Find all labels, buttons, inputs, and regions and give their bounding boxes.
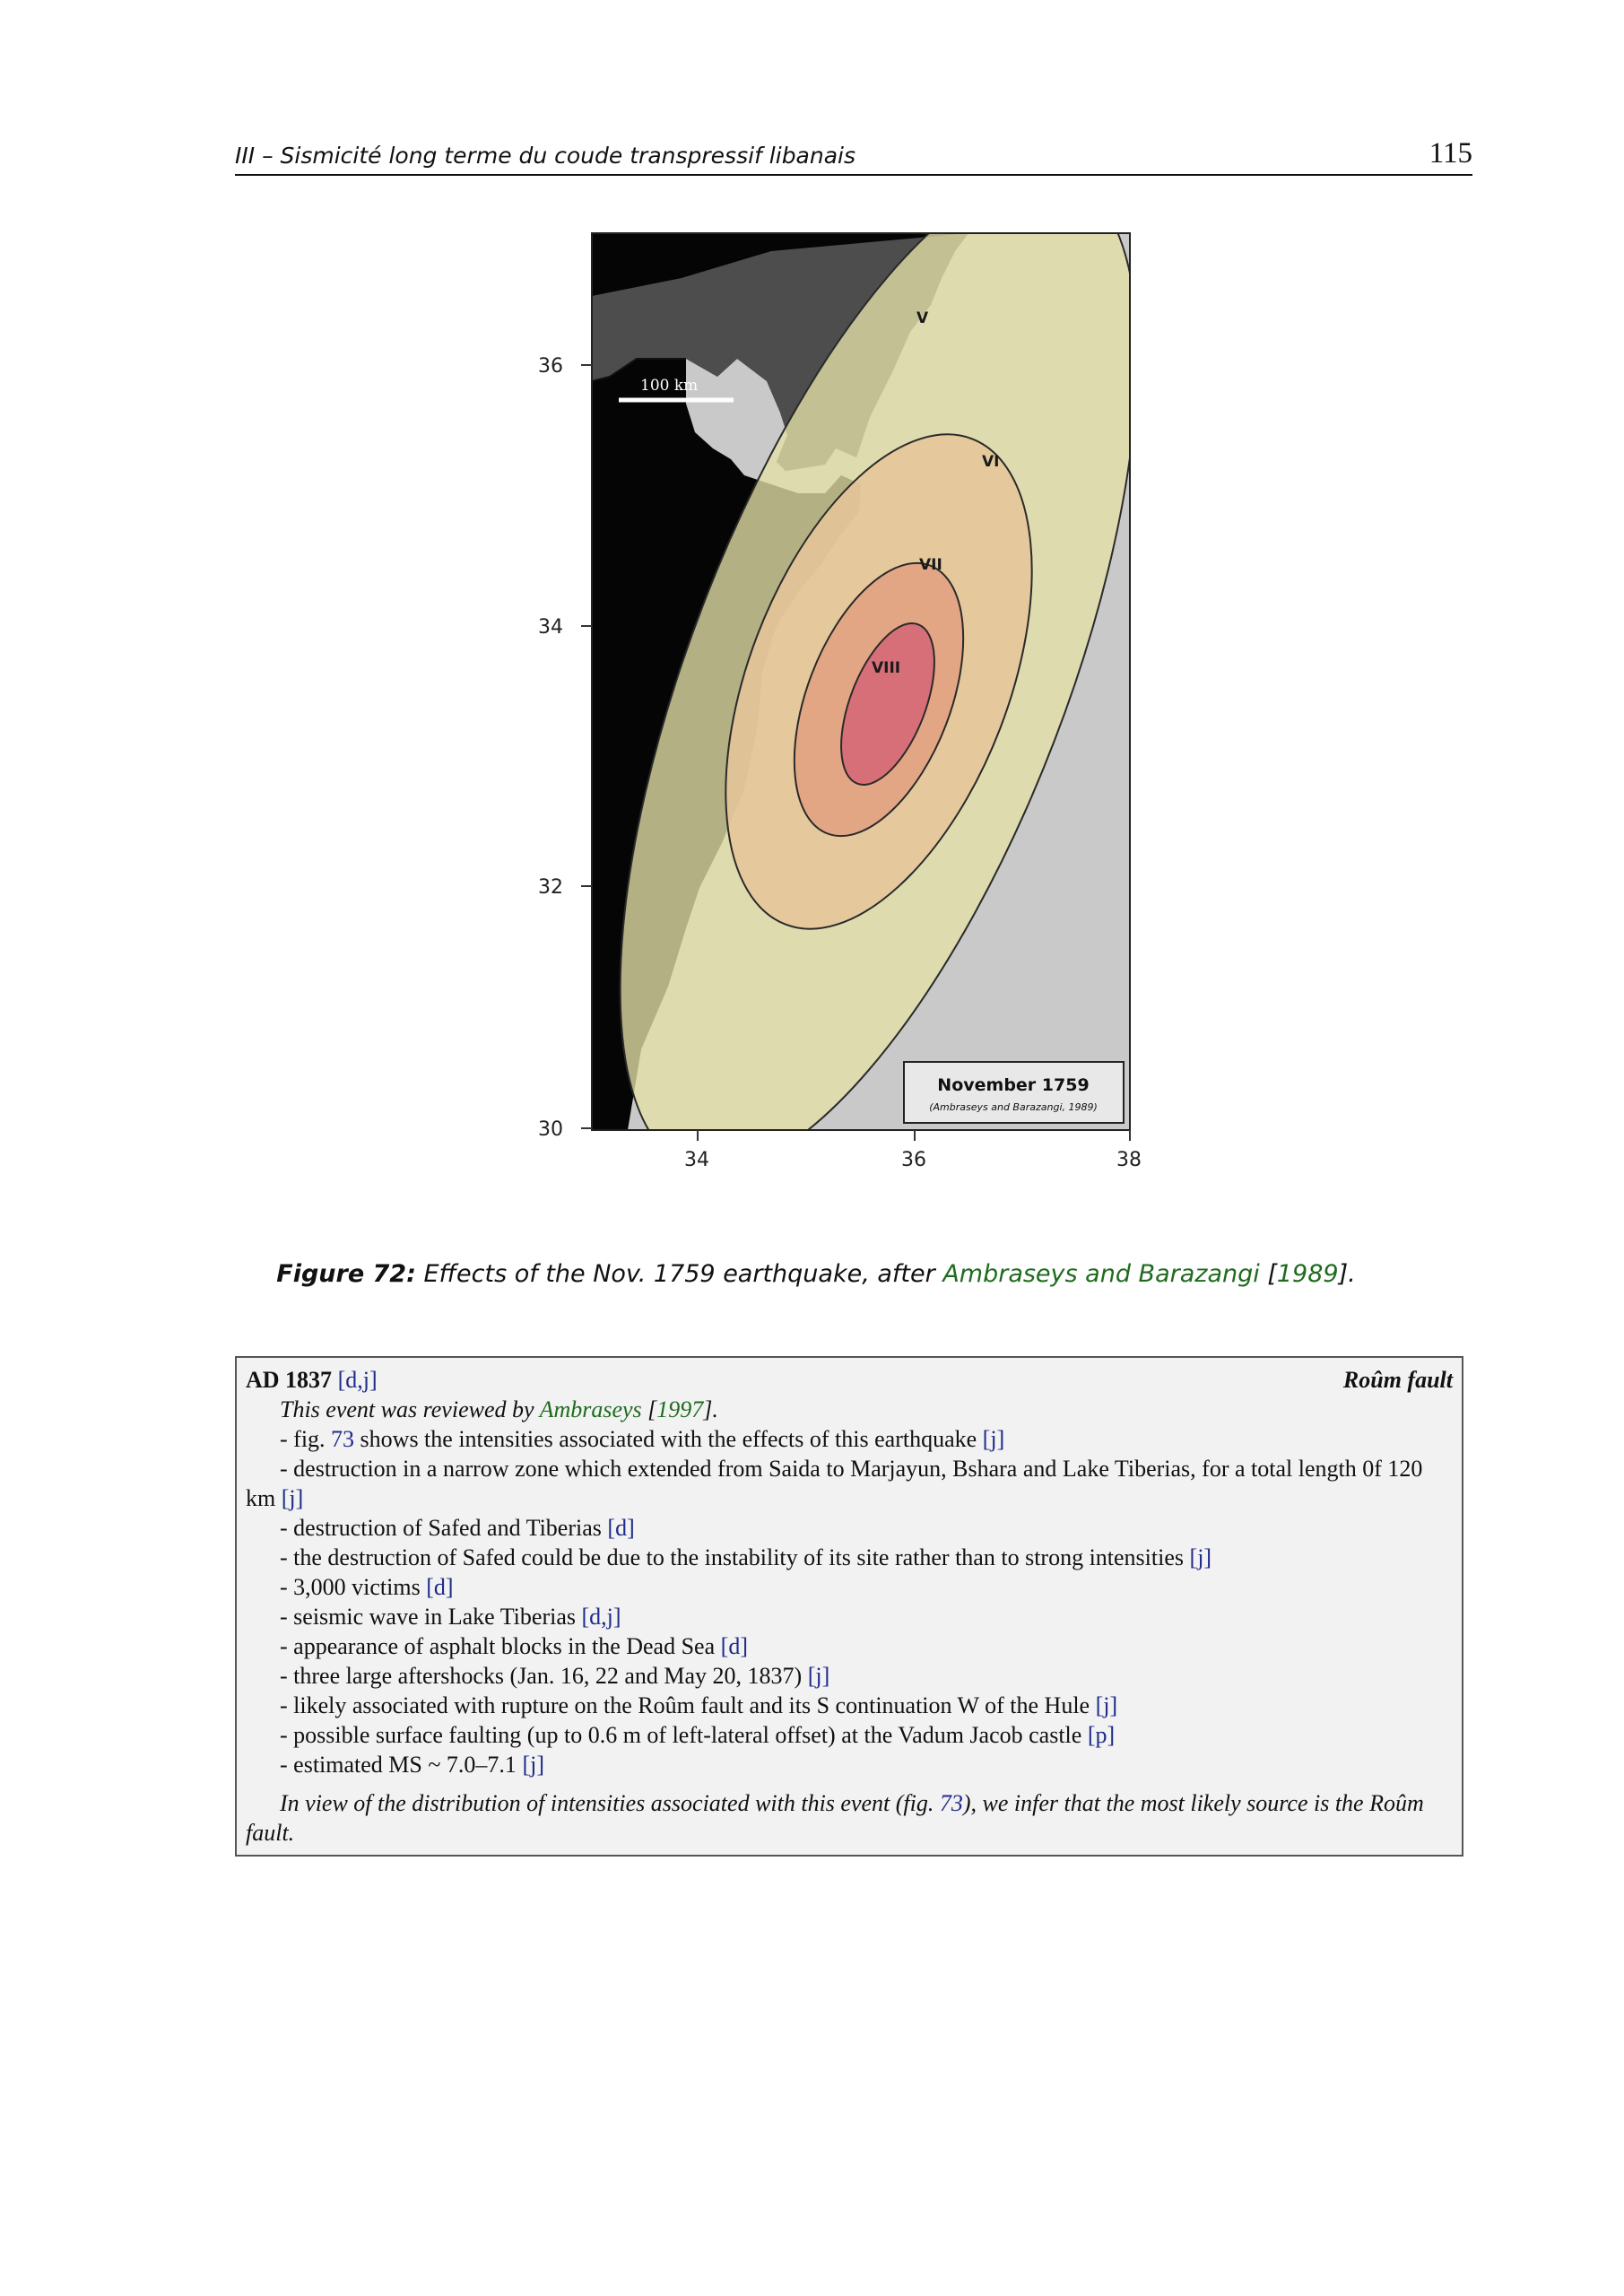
intensity-map-figure [502, 224, 1220, 1202]
x-tick-36: 36 [901, 1149, 926, 1171]
event-item-list [246, 1424, 1453, 1779]
map-frame [592, 233, 1130, 1130]
zone-label-vii: VII [919, 556, 942, 574]
scale-label: 100 km [640, 377, 699, 395]
event-conclusion: In view of the distribution of intensities associated with this event (fig. 73), we infer that the most likely source is the Roûm fault. [246, 1790, 1424, 1846]
event-item: - possible surface faulting (up to 0.6 m of left-lateral offset) at the Vadum Jacob castle [p] [280, 1722, 1116, 1748]
event-item: - appearance of asphalt blocks in the Dead Sea [d] [280, 1633, 748, 1659]
legend-title: November 1759 [937, 1075, 1090, 1095]
y-tick-36: 36 [538, 355, 563, 378]
zone-label-vi: VI [982, 453, 1000, 471]
caption-text: Effects of the Nov. 1759 earthquake, after [423, 1260, 935, 1288]
y-tick-30: 30 [538, 1118, 563, 1141]
zone-label-viii: VIII [872, 659, 901, 677]
event-box: AD 1837 [d,j] Roûm fault This event was reviewed by Ambraseys [1997]. - fig. 73 shows the intensities associated with the effects of this earthquake [j] - destruction in a narrow zone which extended from Saida to Marjayun, Bshara and Lake Tiberias, for a total length 0f 120 km [j] - destruction of Safed and Tiberias [d] - the destruction of Safed could be due to the instability of its site rather than to strong intensities [j] - 3,000 victims [d] - seismic wave in Lake Tiberias [d,j] - appearance of asphalt blocks in the Dead Sea [d] - three large aftershocks (Jan. 16, 22 and May 20, 1837) [j] - likely associated with rupture on the Roûm fault and its S continuation W of the Hule [j] - possible surface faulting (up to 0.6 m of left-lateral offset) at the Vadum Jacob castle [p] - estimated MS ~ 7.0–7.1 [j] In view of the distribution of intensities associated with this event (fig. 73), we infer that the most likely source is the Roûm fault. [235, 1356, 1463, 1857]
chapter-title: III – Sismicité long terme du coude transpressif libanais [235, 143, 856, 169]
intensity-map [502, 224, 1220, 1202]
event-refs[interactable]: d,j [345, 1367, 369, 1393]
event-item: - the destruction of Safed could be due to the instability of its site rather than to strong intensities [j] [280, 1544, 1212, 1570]
event-item: - estimated MS ~ 7.0–7.1 [j] [280, 1752, 545, 1778]
event-item: - 3,000 victims [d] [280, 1574, 454, 1600]
y-tick-34: 34 [538, 616, 563, 639]
event-intro: This event was reviewed by Ambraseys [1997]. [280, 1396, 718, 1422]
x-tick-38: 38 [1116, 1149, 1142, 1171]
event-date: AD 1837 [246, 1367, 333, 1393]
running-header [235, 135, 1472, 176]
figure-caption: Figure 72: Effects of the Nov. 1759 earthquake, after Ambraseys and Barazangi [1989]. [276, 1260, 1356, 1288]
event-fault: Roûm fault [1342, 1367, 1453, 1393]
legend-source: (Ambraseys and Barazangi, 1989) [929, 1101, 1098, 1113]
event-item: - destruction of Safed and Tiberias [d] [280, 1515, 635, 1541]
caption-year[interactable]: 1989 [1276, 1260, 1339, 1288]
event-item: - likely associated with rupture on the Roûm fault and its S continuation W of the Hule [j] [280, 1692, 1118, 1718]
event-item: - destruction in a narrow zone which extended from Saida to Marjayun, Bshara and Lake Tiberias, for a total length 0f 120 km [j] [246, 1456, 1423, 1511]
y-tick-32: 32 [538, 876, 563, 899]
page-number: 115 [1429, 137, 1472, 170]
caption-label: Figure 72: [276, 1260, 416, 1288]
event-item: - three large aftershocks (Jan. 16, 22 and May 20, 1837) [j] [280, 1663, 830, 1689]
zone-label-v: V [916, 309, 929, 327]
caption-citation[interactable]: Ambraseys and Barazangi [942, 1260, 1260, 1288]
x-tick-34: 34 [684, 1149, 709, 1171]
event-item: - seismic wave in Lake Tiberias [d,j] [280, 1604, 621, 1630]
event-item: - fig. 73 shows the intensities associated with the effects of this earthquake [j] [280, 1426, 1005, 1452]
